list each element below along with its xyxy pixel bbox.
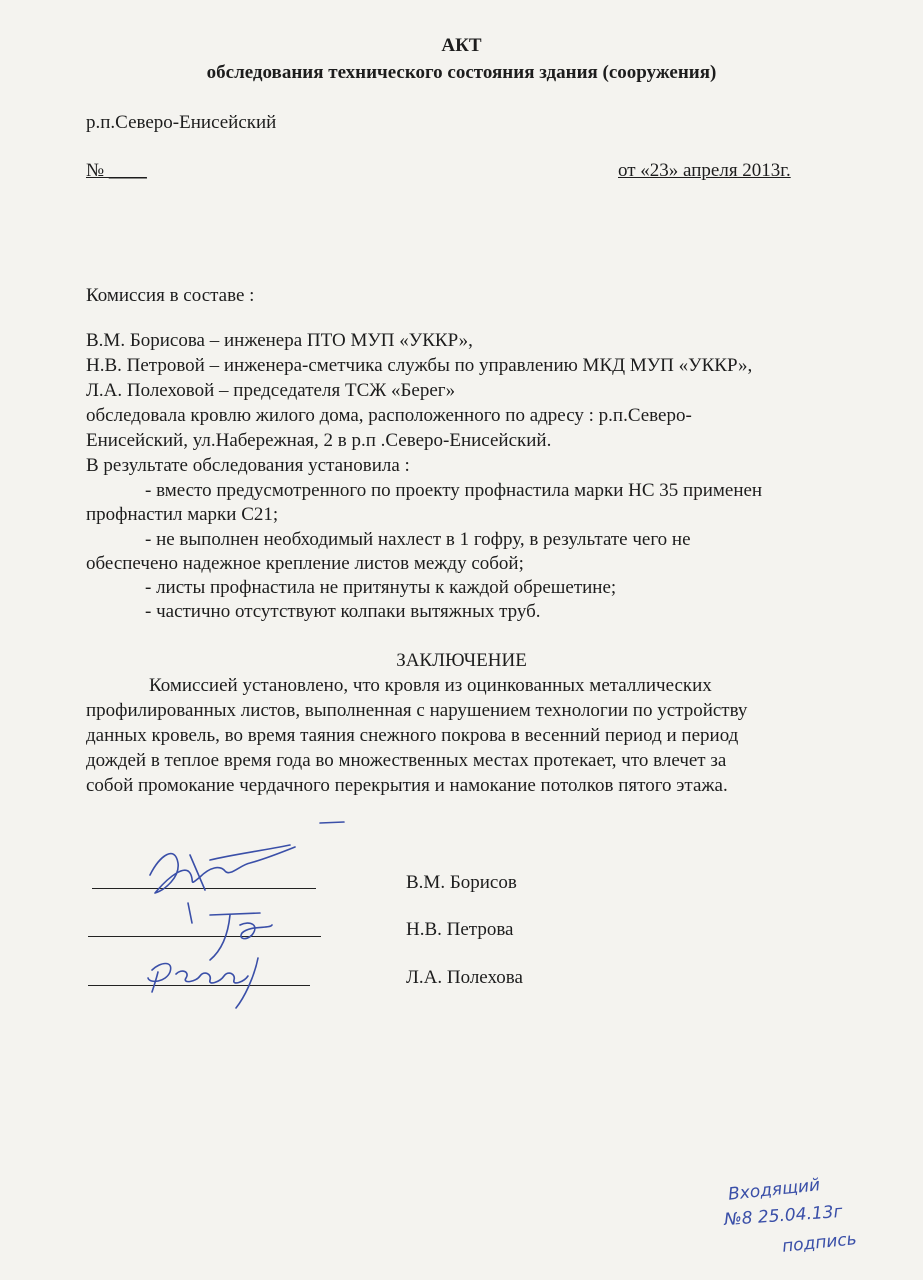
signatory-name: Н.В. Петрова xyxy=(406,919,514,940)
conclusion-line: данных кровель, во время таяния снежного покрова в весенний период и период xyxy=(86,725,739,746)
inspection-line: обследовала кровлю жилого дома, расположенного по адресу : р.п.Северо- xyxy=(86,405,692,426)
conclusion-heading: ЗАКЛЮЧЕНИЕ xyxy=(396,650,527,671)
commission-intro: Комиссия в составе : xyxy=(86,285,255,306)
conclusion-line: дождей в теплое время года во множественных местах протекает, что влечет за xyxy=(86,750,727,771)
incoming-stamp-label: Входящий xyxy=(727,1175,822,1205)
finding-line: - вместо предусмотренного по проекту профнастила марки НС 35 применен xyxy=(145,480,763,501)
signatory-name: Л.А. Полехова xyxy=(406,967,523,988)
member-line: Л.А. Полеховой – председателя ТСЖ «Берег» xyxy=(86,380,456,401)
finding-line: обеспечено надежное крепление листов между собой; xyxy=(86,553,524,574)
document-date: от «23» апреля 2013г. xyxy=(618,160,791,181)
signatory-name: В.М. Борисов xyxy=(406,872,517,893)
document-title: АКТ xyxy=(441,35,482,56)
place: р.п.Северо-Енисейский xyxy=(86,112,277,133)
inspection-line: В результате обследования установила : xyxy=(86,455,410,476)
document-subtitle: обследования технического состояния здания (сооружения) xyxy=(206,62,717,83)
signature-mark xyxy=(140,948,290,1018)
incoming-stamp-signature: подпись xyxy=(781,1229,858,1257)
conclusion-line: профилированных листов, выполненная с нарушением технологии по устройству xyxy=(86,700,748,721)
incoming-stamp-number-date: №8 25.04.13г xyxy=(723,1201,844,1231)
member-line: В.М. Борисова – инженера ПТО МУП «УККР», xyxy=(86,330,473,351)
finding-line: - не выполнен необходимый нахлест в 1 гофру, в результате чего не xyxy=(145,529,691,550)
member-line: Н.В. Петровой – инженера-сметчика службы по управлению МКД МУП «УККР», xyxy=(86,355,753,376)
conclusion-line: Комиссией установлено, что кровля из оцинкованных металлических xyxy=(149,675,712,696)
inspection-line: Енисейский, ул.Набережная, 2 в р.п .Северо-Енисейский. xyxy=(86,430,552,451)
finding-line: - листы профнастила не притянуты к каждой обрешетине; xyxy=(145,577,617,598)
finding-line: - частично отсутствуют колпаки вытяжных труб. xyxy=(145,601,541,622)
conclusion-line: собой промокание чердачного перекрытия и намокание потолков пятого этажа. xyxy=(86,775,728,796)
signature-mark xyxy=(130,815,360,905)
finding-line: профнастил марки С21; xyxy=(86,504,279,525)
document-number: № ____ xyxy=(86,160,147,181)
